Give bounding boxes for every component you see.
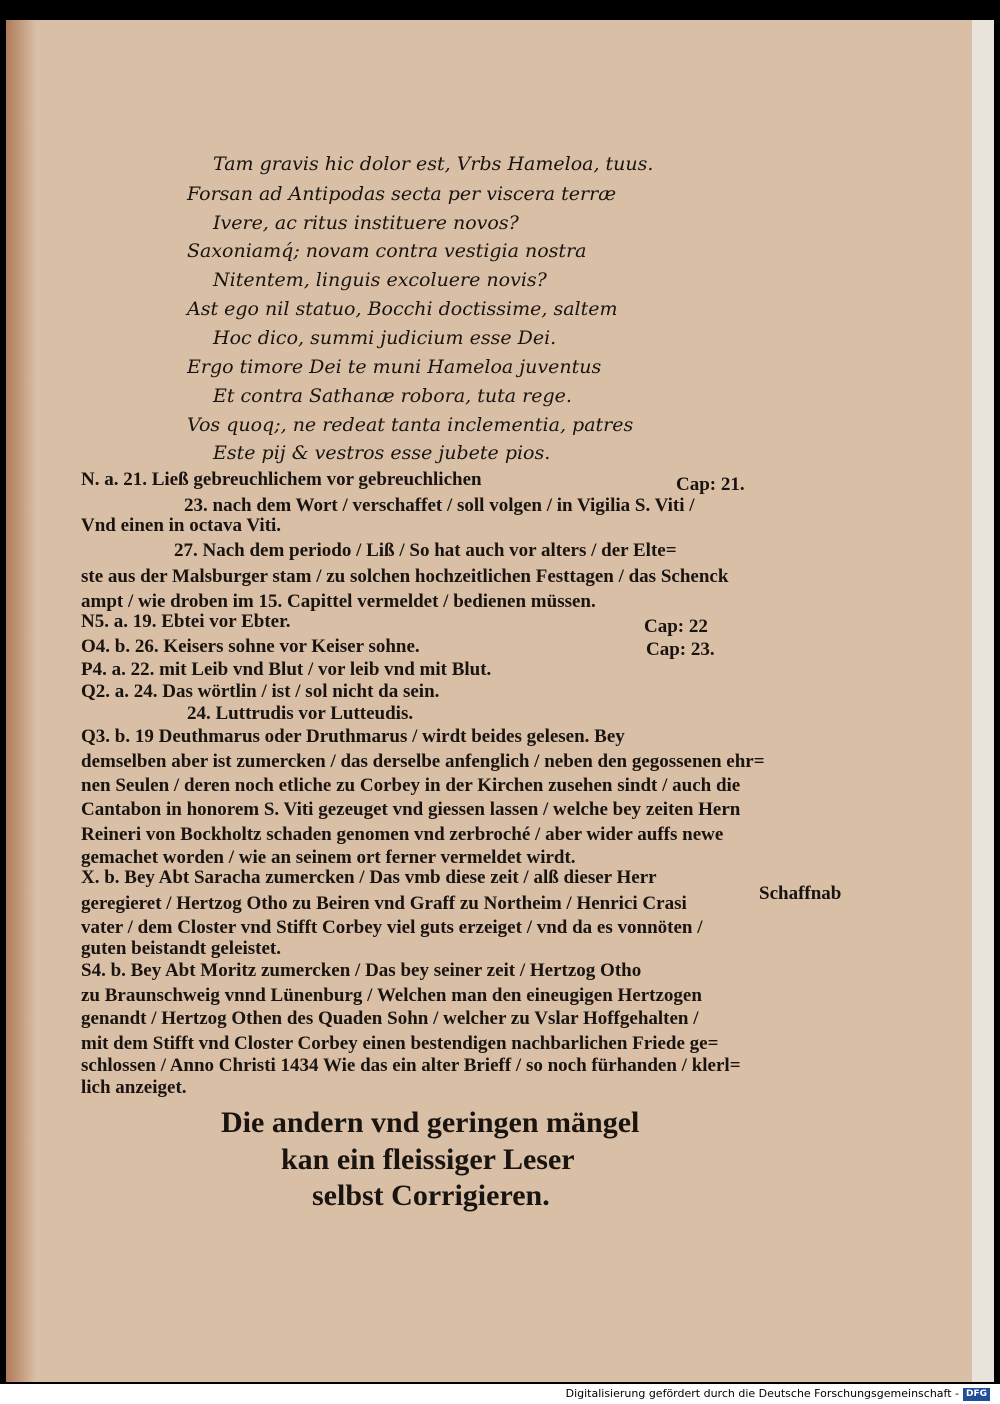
closing-line: selbst Corrigieren.: [312, 1179, 550, 1212]
poem-line: Saxoniamq́; novam contra vestigia nostra: [187, 240, 587, 262]
errata-line: zu Braunschweig vnnd Lünenburg / Welchen man den eineugigen Hertzogen: [81, 985, 702, 1006]
poem-line: Ast ego nil statuo, Bocchi doctissime, saltem: [187, 298, 618, 320]
scan-edge-strip: [972, 20, 994, 1382]
closing-line: kan ein fleissiger Leser: [281, 1143, 575, 1176]
errata-line: X. b. Bey Abt Saracha zumercken / Das vmb diese zeit / alß dieser Herr: [81, 867, 657, 888]
errata-line: Q2. a. 24. Das wörtlin / ist / sol nicht da sein.: [81, 681, 440, 702]
errata-line: mit dem Stifft vnd Closter Corbey einen bestendigen nachbarlichen Friede ge=: [81, 1033, 719, 1054]
poem-line: Hoc dico, summi judicium esse Dei.: [213, 327, 557, 349]
errata-line: Cantabon in honorem S. Viti gezeuget vnd giessen lassen / welche bey zeiten Hern: [81, 799, 741, 820]
errata-line: nen Seulen / deren noch etliche zu Corbey in der Kirchen zusehen sindt / auch die: [81, 775, 741, 796]
poem-line: Este pij & vestros esse jubete pios.: [213, 442, 551, 464]
errata-line: schlossen / Anno Christi 1434 Wie das ein alter Brieff / so noch fürhanden / klerl=: [81, 1055, 741, 1076]
poem-line: Ivere, ac ritus instituere novos?: [213, 212, 519, 234]
errata-line: 24. Luttrudis vor Lutteudis.: [187, 703, 414, 724]
margin-note-schaffnab: Schaffnab: [759, 883, 842, 904]
poem-line: Nitentem, linguis excoluere novis?: [213, 269, 547, 291]
errata-line: O4. b. 26. Keisers sohne vor Keiser sohne.: [81, 636, 420, 657]
book-page: [6, 20, 972, 1382]
errata-line: P4. a. 22. mit Leib vnd Blut / vor leib vnd mit Blut.: [81, 659, 492, 680]
poem-line: Ergo timore Dei te muni Hameloa juventus: [187, 356, 602, 378]
errata-line: genandt / Hertzog Othen des Quaden Sohn / welcher zu Vslar Hoffgehalten /: [81, 1008, 699, 1029]
margin-note-cap-22: Cap: 22: [644, 616, 708, 637]
dfg-logo: DFG: [963, 1388, 990, 1401]
errata-line: S4. b. Bey Abt Moritz zumercken / Das bey seiner zeit / Hertzog Otho: [81, 960, 642, 981]
errata-line: demselben aber ist zumercken / das derselbe anfenglich / neben den gegossenen ehr=: [81, 751, 765, 772]
errata-line: Reineri von Bockholtz schaden genomen vnd zerbroché / aber wider auffs newe: [81, 824, 724, 845]
errata-line: ste aus der Malsburger stam / zu solchen hochzeitlichen Festtagen / das Schenck: [81, 566, 729, 587]
errata-line: N5. a. 19. Ebtei vor Ebter.: [81, 611, 291, 632]
poem-line: Tam gravis hic dolor est, Vrbs Hameloa, tuus.: [213, 153, 654, 175]
errata-line: N. a. 21. Ließ gebreuchlichem vor gebreuchlichen: [81, 469, 482, 490]
closing-line: Die andern vnd geringen mängel: [221, 1106, 640, 1139]
errata-line: Vnd einen in octava Viti.: [81, 515, 282, 536]
margin-note-cap-21: Cap: 21.: [676, 474, 745, 495]
poem-line: Et contra Sathanæ robora, tuta rege.: [213, 385, 572, 407]
errata-line: geregieret / Hertzog Otho zu Beiren vnd Graff zu Northeim / Henrici Crasi: [81, 893, 687, 914]
footer-text: Digitalisierung gefördert durch die Deutsche Forschungsgemeinschaft -: [565, 1387, 959, 1400]
errata-line: lich anzeiget.: [81, 1077, 187, 1098]
errata-line: Q3. b. 19 Deuthmarus oder Druthmarus / wirdt beides gelesen. Bey: [81, 726, 625, 747]
errata-line: 27. Nach dem periodo / Liß / So hat auch vor alters / der Elte=: [174, 540, 677, 561]
errata-line: 23. nach dem Wort / verschaffet / soll volgen / in Vigilia S. Viti /: [184, 495, 695, 516]
errata-line: gemachet worden / wie an seinem ort ferner vermeldet wirdt.: [81, 847, 576, 868]
digitization-footer: [0, 1384, 1000, 1404]
poem-line: Forsan ad Antipodas secta per viscera terræ: [187, 183, 617, 205]
errata-line: vater / dem Closter vnd Stifft Corbey viel guts erzeiget / vnd da es vonnöten /: [81, 917, 703, 938]
errata-line: guten beistandt geleistet.: [81, 938, 282, 959]
errata-line: ampt / wie droben im 15. Capittel vermeldet / bedienen müssen.: [81, 591, 596, 612]
poem-line: Vos quoq;, ne redeat tanta inclementia, patres: [187, 414, 634, 436]
page-edge-shadow: [6, 20, 36, 1382]
margin-note-cap-23: Cap: 23.: [646, 639, 715, 660]
